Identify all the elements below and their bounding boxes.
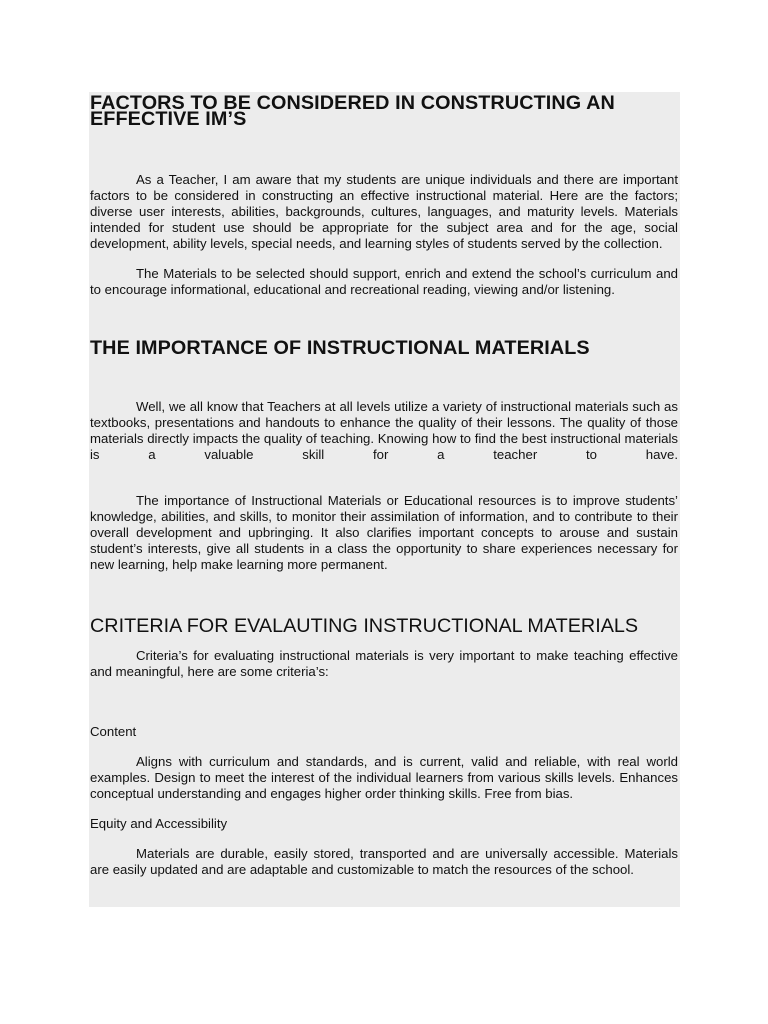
heading-factors: FACTORS TO BE CONSIDERED IN CONSTRUCTING AN EFFECTIVE IM’S xyxy=(90,92,615,130)
document-body xyxy=(90,92,678,878)
heading-importance: THE IMPORTANCE OF INSTRUCTIONAL MATERIALS xyxy=(90,337,590,359)
paragraph-teachers-utilize: Well, we all know that Teachers at all levels utilize a variety of instructional materials such as textbooks, presentations and handouts to enhance the quality of their lessons. The quality of those materials directly impacts the quality of teaching. Knowing how to find the best instructional materials is a valuable skill for a teacher to have. xyxy=(90,399,678,462)
heading-criteria: CRITERIA FOR EVALAUTING INSTRUCTIONAL MATERIALS xyxy=(90,615,639,637)
paragraph-criteria-intro: Criteria’s for evaluating instructional materials is very important to make teaching effective and meaningful, here are some criteria’s: xyxy=(90,648,678,679)
paragraph-content-criteria: Aligns with curriculum and standards, and is current, valid and reliable, with real world examples. Design to meet the interest of the individual learners from various skills levels. Enhances conceptual understanding and engages higher order thinking skills. Free from bias. xyxy=(90,754,678,801)
paragraph-equity-criteria: Materials are durable, easily stored, transported and are universally accessible. Materials are easily updated and are adaptable and customizable to match the resources of the school. xyxy=(90,846,678,877)
paragraph-importance-purpose: The importance of Instructional Materials or Educational resources is to improve students’ knowledge, abilities, and skills, to monitor their assimilation of information, and to contribute to their overall development and upbringing. It also clarifies important concepts to arouse and sustain student’s interests, give all students in a class the opportunity to share experiences necessary for new learning, help make learning more permanent. xyxy=(90,493,678,572)
subheading-content: Content xyxy=(90,724,137,739)
paragraph-factors-intro: As a Teacher, I am aware that my students are unique individuals and there are important factors to be considered in constructing an effective instructional material. Here are the factors; diverse user interests, abilities, backgrounds, cultures, languages, and maturity levels. Materials intended for student use should be appropriate for the subject area and for the age, social development, ability levels, special needs, and learning styles of students served by the collection. xyxy=(90,172,678,251)
subheading-equity-accessibility: Equity and Accessibility xyxy=(90,816,228,831)
paragraph-materials-selected: The Materials to be selected should support, enrich and extend the school’s curriculum and to encourage informational, educational and recreational reading, viewing and/or listening. xyxy=(90,266,678,297)
